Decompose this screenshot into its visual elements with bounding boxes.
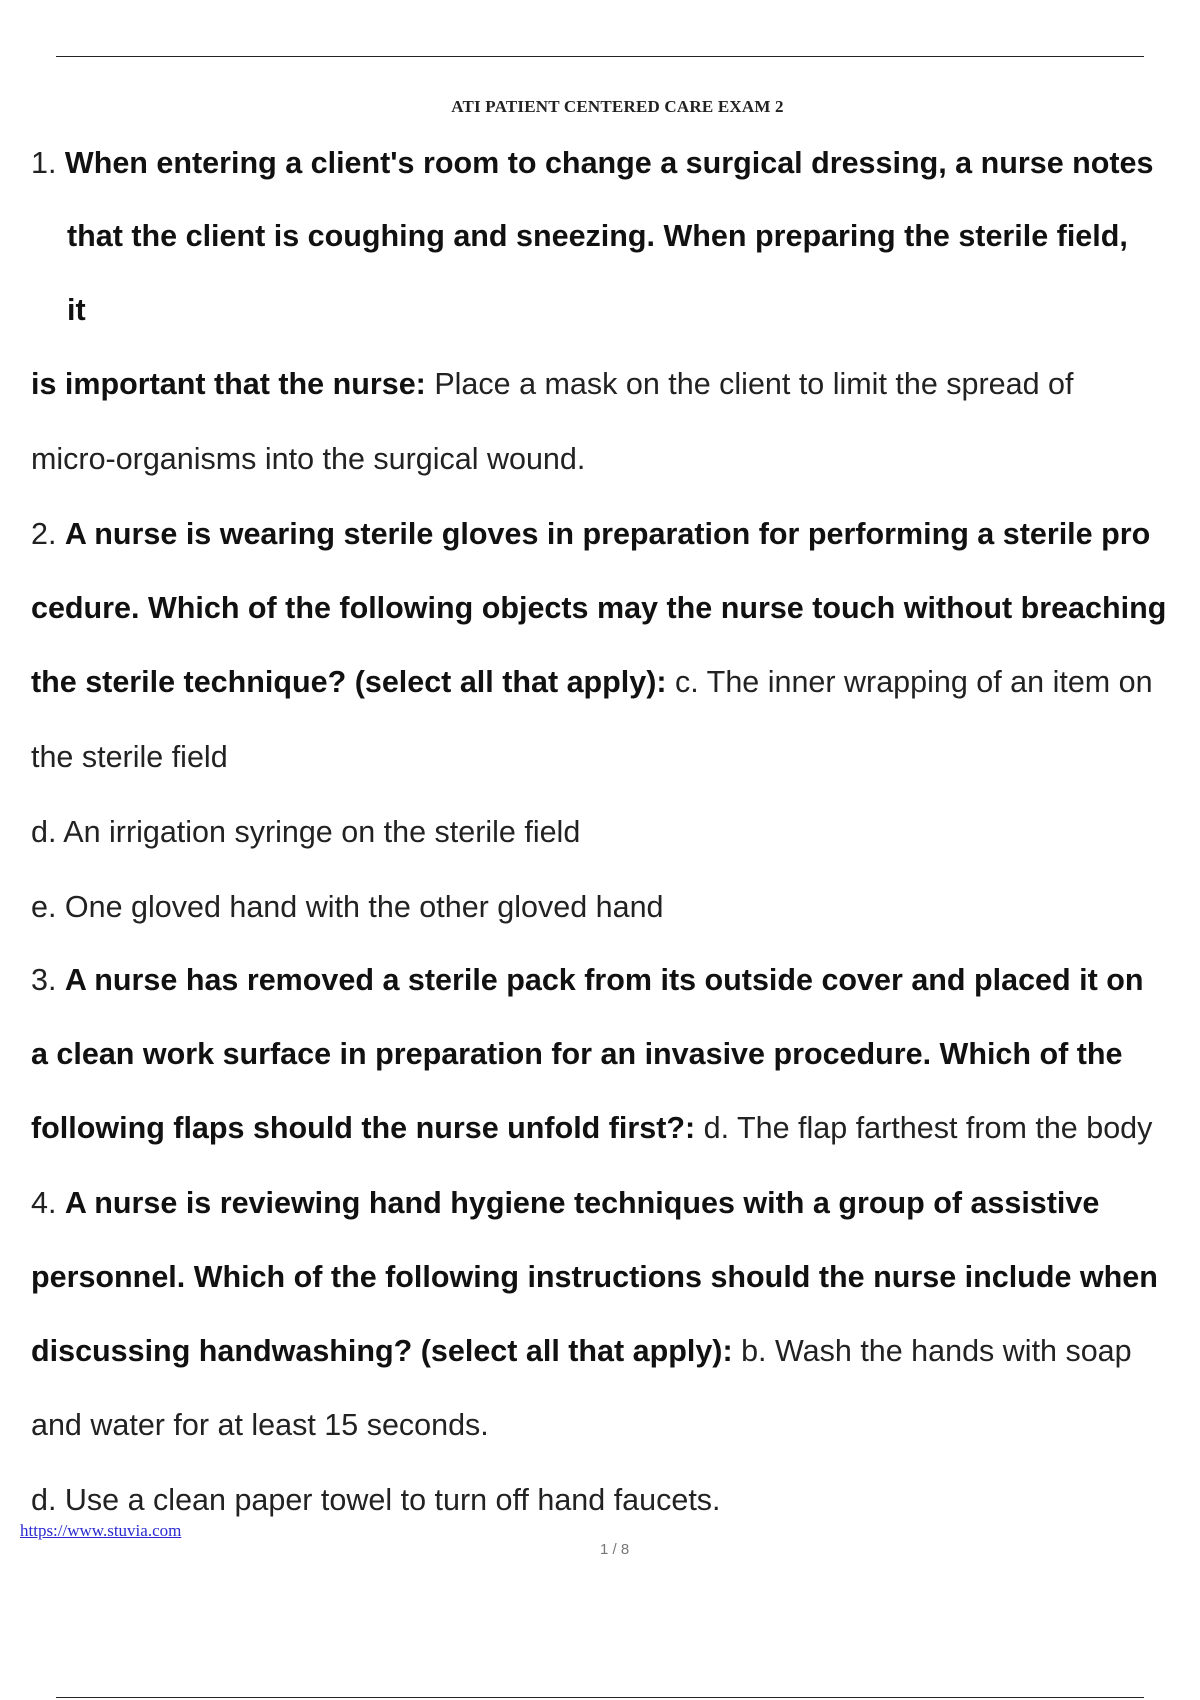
- question-number: 2.: [31, 517, 65, 551]
- question-text: is important that the nurse:: [31, 367, 426, 401]
- question-text: discussing handwashing? (select all that apply):: [31, 1334, 733, 1368]
- answer-text: d. The flap farthest from the body: [695, 1111, 1153, 1145]
- question-text: cedure. Which of the following objects may the nurse touch without breaching: [31, 591, 1167, 625]
- question-line: [31, 1260, 1158, 1295]
- question-line: [31, 367, 1073, 402]
- question-line: [31, 591, 1166, 626]
- answer-text: d. An irrigation syringe on the sterile field: [31, 815, 581, 849]
- question-text: A nurse is wearing sterile gloves in preparation for performing a sterile pro: [64, 517, 1151, 551]
- answer-text: and water for at least 15 seconds.: [31, 1408, 489, 1442]
- question-line: [31, 517, 1150, 552]
- question-line: [31, 1334, 1132, 1369]
- answer-text: c. The inner wrapping of an item on: [666, 665, 1153, 699]
- question-number: 3.: [31, 963, 65, 997]
- page-number: 1 / 8: [600, 1541, 630, 1558]
- question-text: A nurse is reviewing hand hygiene techniques with a group of assistive: [64, 1186, 1100, 1220]
- question-line: [31, 665, 1153, 700]
- question-text: When entering a client's room to change a surgical dressing, a nurse notes: [64, 146, 1154, 180]
- answer-text: d. Use a clean paper towel to turn off hand faucets.: [31, 1483, 721, 1517]
- question-line: [31, 1186, 1099, 1221]
- question-line: [31, 146, 1153, 181]
- answer-line: [31, 442, 585, 477]
- question-line: [31, 963, 1144, 998]
- question-line: [67, 293, 86, 328]
- question-text: the sterile technique? (select all that apply):: [31, 665, 667, 699]
- answer-text: micro-organisms into the surgical wound.: [31, 442, 586, 476]
- question-text: following flaps should the nurse unfold first?:: [31, 1111, 696, 1145]
- answer-text: b. Wash the hands with soap: [732, 1334, 1132, 1368]
- answer-line: [31, 890, 664, 925]
- answer-line: [31, 815, 580, 850]
- question-number: 1.: [31, 146, 65, 180]
- answer-text: the sterile field: [31, 740, 228, 774]
- question-line: [31, 1111, 1152, 1146]
- question-text: it: [67, 293, 86, 327]
- answer-line: [31, 740, 228, 775]
- question-text: a clean work surface in preparation for an invasive procedure. Which of the: [31, 1037, 1123, 1071]
- bottom-rule: [56, 1697, 1144, 1698]
- question-text: A nurse has removed a sterile pack from its outside cover and placed it on: [64, 963, 1144, 997]
- answer-text: e. One gloved hand with the other gloved hand: [31, 890, 664, 924]
- document-title: ATI PATIENT CENTERED CARE EXAM 2: [451, 97, 784, 116]
- answer-line: [31, 1408, 489, 1443]
- question-number: 4.: [31, 1186, 65, 1220]
- question-text: that the client is coughing and sneezing. When preparing the sterile field,: [67, 219, 1128, 253]
- question-line: [31, 1037, 1123, 1072]
- question-text: personnel. Which of the following instructions should the nurse include when: [31, 1260, 1158, 1294]
- answer-text: Place a mask on the client to limit the spread of: [425, 367, 1074, 401]
- answer-line: [31, 1483, 721, 1518]
- question-line: [67, 219, 1128, 254]
- source-link[interactable]: https://www.stuvia.com: [20, 1521, 182, 1540]
